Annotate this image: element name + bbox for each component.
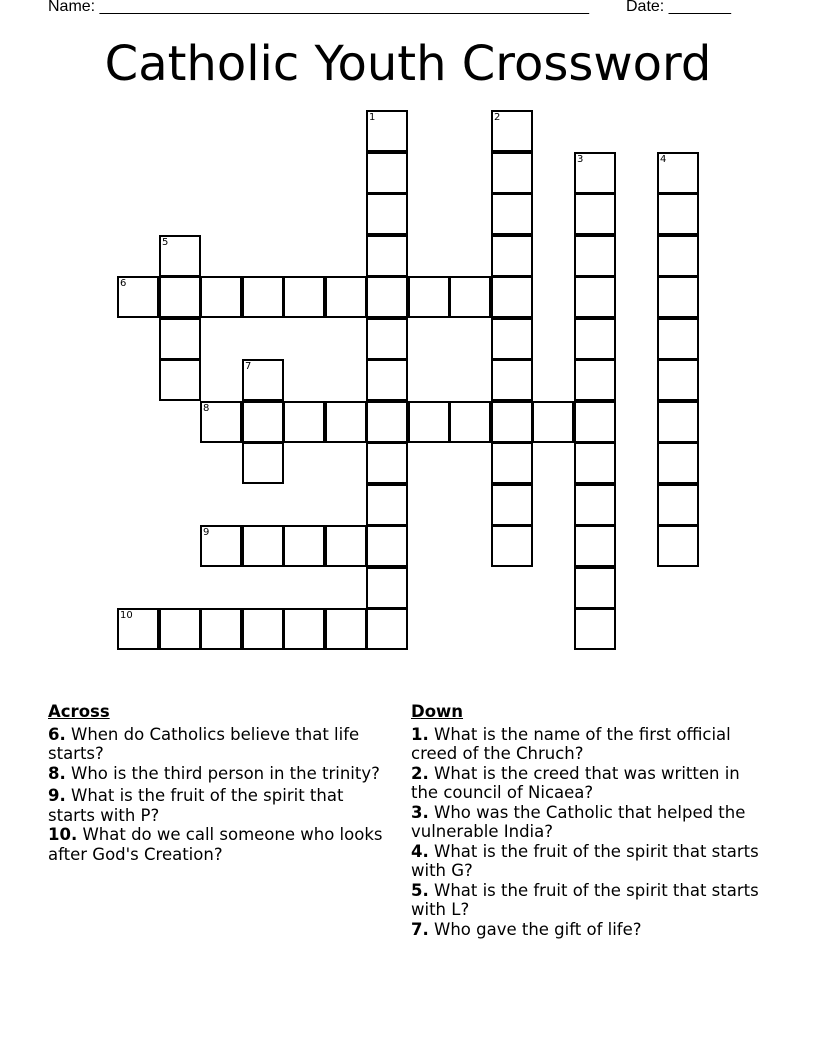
crossword-cell[interactable] [657,318,699,360]
crossword-cell[interactable] [491,359,533,401]
clue-item: 3. Who was the Catholic that helped the vulnerable India? [411,802,746,841]
crossword-cell[interactable] [574,152,616,194]
crossword-cell[interactable] [491,110,533,152]
crossword-cell[interactable] [366,152,408,194]
crossword-cell[interactable] [657,359,699,401]
crossword-cell[interactable] [366,608,408,650]
crossword-cell[interactable] [491,276,533,318]
crossword-cell[interactable] [366,193,408,235]
crossword-cell[interactable] [366,442,408,484]
crossword-cell[interactable] [200,401,242,443]
crossword-cell[interactable] [283,401,325,443]
crossword-cell[interactable] [574,567,616,609]
across-heading: Across [48,702,110,721]
crossword-cell[interactable] [491,484,533,526]
crossword-cell[interactable] [491,442,533,484]
crossword-cell[interactable] [491,401,533,443]
crossword-cell[interactable] [117,608,159,650]
crossword-cell[interactable] [325,401,367,443]
crossword-cell[interactable] [491,318,533,360]
crossword-cell[interactable] [574,401,616,443]
crossword-cell[interactable] [242,525,284,567]
clue-item: 5. What is the fruit of the spirit that starts with L? [411,880,759,919]
crossword-cell[interactable] [408,401,450,443]
crossword-cell[interactable] [366,276,408,318]
crossword-cell[interactable] [574,318,616,360]
crossword-cell[interactable] [325,525,367,567]
crossword-cell[interactable] [283,276,325,318]
clue-item: 6. When do Catholics believe that life starts? [48,724,360,763]
crossword-cell[interactable] [574,442,616,484]
crossword-cell[interactable] [325,608,367,650]
crossword-cell[interactable] [574,193,616,235]
crossword-cell[interactable] [491,235,533,277]
name-field-label: Name: _______________________________________________________ [48,0,589,15]
crossword-cell[interactable] [532,401,574,443]
crossword-cell[interactable] [574,276,616,318]
crossword-cell[interactable] [657,193,699,235]
crossword-cell[interactable] [366,484,408,526]
crossword-cell[interactable] [159,235,201,277]
crossword-cell[interactable] [117,276,159,318]
crossword-cell[interactable] [408,276,450,318]
crossword-cell[interactable] [657,442,699,484]
crossword-cell[interactable] [325,276,367,318]
crossword-cell[interactable] [242,442,284,484]
crossword-cell[interactable] [200,525,242,567]
down-clues [411,702,771,939]
crossword-cell[interactable] [657,525,699,567]
clue-item: 2. What is the creed that was written in the council of Nicaea? [411,763,740,802]
crossword-cell[interactable] [574,525,616,567]
crossword-cell[interactable] [449,401,491,443]
clue-item: 10. What do we call someone who looks after God's Creation? [48,825,383,864]
crossword-cell[interactable] [200,608,242,650]
crossword-cell[interactable] [283,525,325,567]
crossword-cell[interactable] [449,276,491,318]
crossword-cell[interactable] [242,608,284,650]
cell-number: 7 [245,361,252,372]
crossword-cell[interactable] [366,401,408,443]
crossword-cell[interactable] [242,401,284,443]
crossword-cell[interactable] [491,193,533,235]
cell-number: 10 [120,610,133,621]
cell-number: 5 [162,237,169,248]
crossword-cell[interactable] [657,484,699,526]
crossword-cell[interactable] [366,318,408,360]
clue-item: 7. Who gave the gift of life? [411,919,642,939]
cell-number: 1 [369,112,376,123]
crossword-cell[interactable] [366,525,408,567]
crossword-cell[interactable] [574,608,616,650]
crossword-cell[interactable] [657,152,699,194]
cell-number: 4 [660,154,667,165]
cell-number: 6 [120,278,127,289]
cell-number: 8 [203,403,210,414]
cell-number: 3 [577,154,584,165]
crossword-cell[interactable] [366,567,408,609]
clue-item: 8. Who is the third person in the trinity? [48,763,380,783]
crossword-cell[interactable] [491,525,533,567]
crossword-cell[interactable] [366,359,408,401]
crossword-cell[interactable] [159,359,201,401]
date-field-label: Date: _______ [626,0,731,15]
crossword-cell[interactable] [159,608,201,650]
crossword-cell[interactable] [574,359,616,401]
clue-item: 1. What is the name of the first official creed of the Chruch? [411,724,731,763]
crossword-cell[interactable] [159,318,201,360]
crossword-cell[interactable] [283,608,325,650]
crossword-cell[interactable] [657,401,699,443]
crossword-cell[interactable] [657,276,699,318]
crossword-cell[interactable] [574,235,616,277]
page-title: Catholic Youth Crossword [104,36,712,92]
crossword-cell[interactable] [242,276,284,318]
crossword-cell[interactable] [200,276,242,318]
clue-item: 4. What is the fruit of the spirit that starts with G? [411,841,759,880]
crossword-cell[interactable] [242,359,284,401]
across-clues [48,702,388,864]
crossword-cell[interactable] [366,110,408,152]
clue-item: 9. What is the fruit of the spirit that starts with P? [48,786,344,825]
crossword-cell[interactable] [574,484,616,526]
crossword-cell[interactable] [366,235,408,277]
crossword-cell[interactable] [657,235,699,277]
crossword-cell[interactable] [159,276,201,318]
cell-number: 9 [203,527,210,538]
down-heading: Down [411,702,464,721]
cell-number: 2 [494,112,501,123]
crossword-cell[interactable] [491,152,533,194]
